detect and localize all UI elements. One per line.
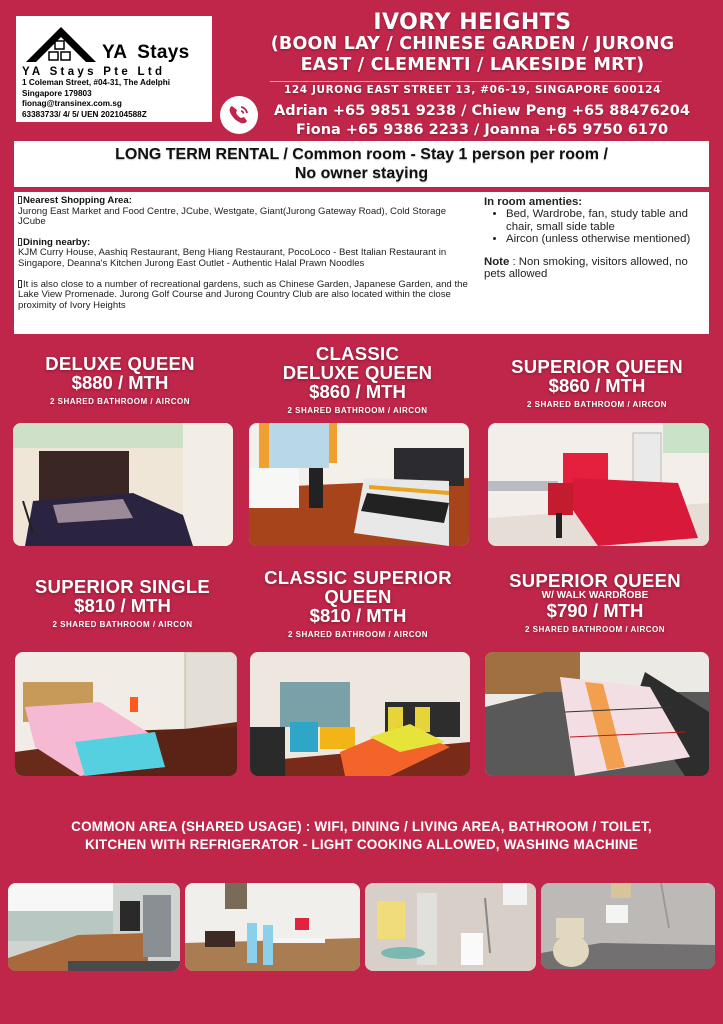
room-name: CLASSIC SUPERIOR	[264, 567, 452, 588]
page-title: IVORY HEIGHTS	[373, 10, 572, 35]
gardens-section	[18, 280, 474, 312]
bullet-glyph-icon	[18, 238, 22, 246]
contacts-line-2[interactable]: Fiona +65 9386 2233 / Joanna +65 9750 6170	[295, 122, 669, 138]
room-features: 2 SHARED BATHROOM / AIRCON	[526, 400, 668, 409]
company-phones-uen: 63383733/ 4/ 5/ UEN 202104588Z	[22, 109, 147, 119]
room-price: $860 / MTH	[309, 381, 406, 402]
shopping-label: Nearest Shopping Area:	[23, 195, 132, 206]
note-label: Note	[484, 255, 510, 268]
rental-terms-banner	[14, 141, 709, 187]
mrt-line-1: (BOON LAY / CHINESE GARDEN / JURONG	[270, 34, 675, 54]
common-area-description	[0, 818, 723, 854]
room-features: 2 SHARED BATHROOM / AIRCON	[52, 620, 193, 629]
brand-stays: Stays	[137, 42, 190, 63]
room-photo-superior-queen-walk-wardrobe[interactable]	[485, 652, 709, 776]
room-name: CLASSIC	[315, 343, 400, 364]
bullet-glyph-icon	[18, 196, 22, 204]
room-price: $810 / MTH	[74, 595, 171, 616]
company-address-2: Singapore 179803	[22, 88, 92, 98]
company-address-1: 1 Coleman Street, #04-31, The Adelphi	[22, 78, 171, 87]
company-logo-card	[16, 16, 212, 122]
common-photo-bathroom-2[interactable]	[541, 883, 715, 969]
room-photo-superior-single[interactable]	[15, 652, 237, 776]
room-card-classic-superior-queen[interactable]	[242, 568, 474, 639]
amenity-item: • Aircon (unless otherwise mentioned)	[506, 233, 703, 245]
info-panel	[14, 192, 709, 334]
common-photo-kitchen[interactable]	[8, 883, 180, 971]
room-photo-classic-superior-queen[interactable]	[250, 652, 470, 776]
dining-label: Dining nearby:	[23, 236, 91, 248]
common-photo-bathroom-1[interactable]	[365, 883, 536, 971]
company-email[interactable]: fionag@transinex.com.sg	[22, 99, 122, 108]
room-name: DELUXE QUEEN	[45, 353, 195, 374]
room-card-superior-single[interactable]	[10, 577, 235, 629]
amenities-info	[476, 192, 709, 334]
contact-numbers	[262, 102, 702, 140]
contacts-line-1[interactable]: Adrian +65 9851 9238 / Chiew Peng +65 88476204	[274, 103, 690, 119]
room-name-2: DELUXE QUEEN	[282, 362, 433, 383]
brand-name	[102, 42, 189, 64]
room-features: 2 SHARED BATHROOM / AIRCON	[287, 630, 429, 639]
shopping-section	[18, 196, 474, 228]
header-divider	[270, 81, 662, 82]
common-photo-dining[interactable]	[185, 883, 360, 971]
room-extra: W/ WALK WARDROBE	[541, 590, 649, 601]
nearby-info	[14, 192, 476, 334]
amenities-label: In room amenties:	[484, 196, 583, 208]
room-features: 2 SHARED BATHROOM / AIRCON	[49, 397, 191, 406]
room-card-classic-deluxe-queen[interactable]	[245, 344, 470, 415]
room-name-2: QUEEN	[324, 586, 392, 607]
room-price: $880 / MTH	[71, 372, 169, 393]
room-name: SUPERIOR QUEEN	[511, 356, 683, 377]
mrt-stations	[222, 34, 723, 76]
room-price: $810 / MTH	[309, 605, 407, 626]
room-photo-classic-deluxe-queen[interactable]	[249, 423, 469, 546]
room-name: SUPERIOR SINGLE	[34, 576, 211, 597]
bullet-glyph-icon	[18, 280, 22, 288]
company-name: YA Stays Pte Ltd	[22, 66, 166, 78]
common-area-line-1: COMMON AREA (SHARED USAGE) : WIFI, DINING / LIVING AREA, BATHROOM / TOILET,	[71, 819, 652, 834]
house-logo-icon	[22, 24, 100, 64]
room-card-superior-queen-walk-wardrobe[interactable]	[484, 571, 706, 634]
rental-terms-line-2: No owner staying	[294, 165, 429, 182]
room-card-superior-queen[interactable]	[488, 357, 706, 409]
phone-icon	[220, 96, 258, 134]
room-photo-superior-queen[interactable]	[488, 423, 709, 546]
room-price: $790 / MTH	[546, 600, 644, 621]
amenities-list	[506, 208, 703, 245]
room-features: 2 SHARED BATHROOM / AIRCON	[287, 406, 428, 415]
room-features: 2 SHARED BATHROOM / AIRCON	[524, 625, 666, 634]
dining-section	[18, 238, 474, 270]
property-address: 124 JURONG EAST STREET 13, #06-19, SINGAPORE 600124	[284, 84, 661, 96]
note-text: : Non smoking, visitors allowed, no pets allowed	[484, 255, 688, 281]
brand-ya: YA	[102, 42, 128, 63]
room-name: SUPERIOR QUEEN	[509, 570, 681, 591]
room-photo-deluxe-queen[interactable]	[13, 423, 233, 546]
common-area-line-2: KITCHEN WITH REFRIGERATOR - LIGHT COOKING ALLOWED, WASHING MACHINE	[85, 837, 638, 852]
mrt-line-2: EAST / CLEMENTI / LAKESIDE MRT)	[300, 55, 645, 75]
dining-text: KJM Curry House, Aashiq Restaurant, Beng Hiang Restaurant, PocoLoco - Best Italian Restaurant in Singapore, Deanna's Kitchen Jurong East Outlet - Authentic Halal Prawn Noodles	[18, 247, 447, 269]
room-price: $860 / MTH	[548, 375, 646, 396]
house-rules-note	[484, 256, 703, 281]
amenity-item: • Bed, Wardrobe, fan, study table and chair, small side table	[506, 208, 703, 233]
gardens-text: It is also close to a number of recreational gardens, such as Chinese Garden, Japanese Garden, and the Lake View Promenade. Jurong Golf Course and Jurong Country Club are also located within the close proximity of Ivory Heights	[18, 278, 468, 311]
rental-terms-line-1: LONG TERM RENTAL / Common room - Stay 1 person per room /	[115, 146, 608, 163]
shopping-text: Jurong East Market and Food Centre, JCube, Westgate, Giant(Jurong Gateway Road), Cold Storage JCube	[18, 205, 447, 228]
room-card-deluxe-queen[interactable]	[10, 354, 230, 406]
